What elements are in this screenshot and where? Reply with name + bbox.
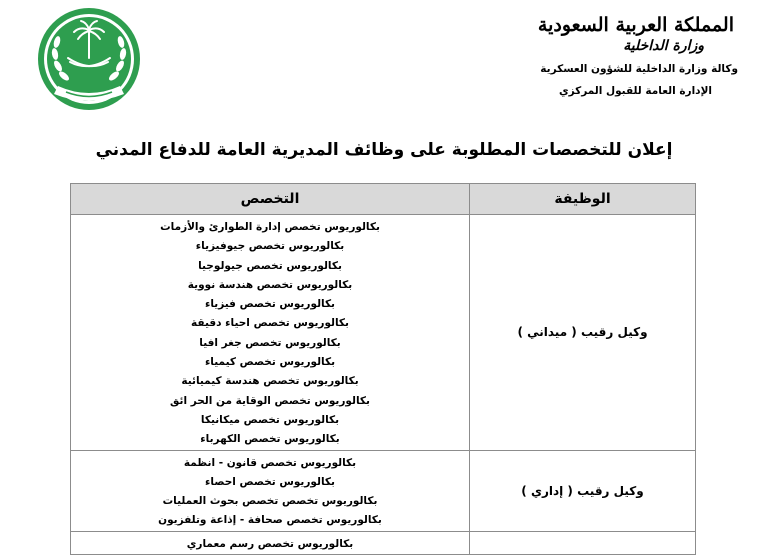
table-header-row — [71, 184, 696, 215]
page-title: إعلان للتخصصات المطلوبة على وظائف المديرية العامة للدفاع المدني — [95, 140, 673, 160]
job-column-header: الوظيفة — [470, 184, 696, 215]
specialization-item: بكالوريوس تخصص جيولوجيا — [198, 259, 342, 272]
specialization-item: بكالوريوس تخصص جغر افيا — [199, 336, 341, 349]
ministry-name: وزارة الداخلية — [623, 38, 704, 54]
table-row — [71, 450, 696, 531]
specialization-item: بكالوريوس تخصص هندسة نووية — [187, 278, 353, 291]
specialization-item: بكالوريوس تخصص فيزياء — [204, 298, 335, 311]
specialization-item: بكالوريوس تخصص رسم معماري — [186, 537, 354, 550]
specializations-cell — [71, 531, 470, 554]
specialization-item: بكالوريوس تخصص صحافة - إذاعة وتلفزيون — [158, 514, 382, 527]
table-row — [71, 531, 696, 554]
specializations-cell — [71, 215, 470, 451]
specialization-item: بكالوريوس تخصص كيمياء — [204, 356, 336, 369]
specialization-item: بكالوريوس تخصص هندسة كيميائية — [181, 375, 359, 388]
specializations-table — [70, 183, 696, 555]
directorate-name: الإدارة العامة للقبول المركزي — [558, 85, 712, 97]
letterhead — [508, 14, 738, 100]
specialization-item: بكالوريوس تخصص الوقاية من الحر ائق — [170, 394, 370, 407]
specialization-item: بكالوريوس تخصص إدارة الطوارئ والأزمات — [160, 221, 380, 233]
specialization-item: بكالوريوس تخصص ميكانيكا — [200, 413, 340, 426]
specialization-item: بكالوريوس تخصص الكهرباء — [200, 433, 340, 446]
specialization-item: بكالوريوس تخصص احصاء — [205, 475, 335, 488]
specializations-cell — [71, 450, 470, 531]
job-cell: وكيل رقيب ( إداري ) — [470, 450, 696, 531]
job-cell: وكيل رقيب ( ميداني ) — [470, 215, 696, 451]
specialization-column-header: التخصص — [71, 184, 470, 215]
specialization-item: بكالوريوس تخصص جيوفيزياء — [195, 240, 345, 253]
ministry-emblem-icon — [36, 6, 142, 112]
agency-name: وكالة وزارة الداخلية للشؤون العسكرية — [540, 63, 738, 75]
specialization-item: بكالوريوس تخصص احياء دقيقة — [191, 317, 349, 330]
specialization-item: بكالوريوس تخصص قانون - انظمة — [183, 456, 357, 469]
specialization-item: بكالوريوس تخصص تخصص بحوث العمليات — [162, 495, 378, 508]
kingdom-name: المملكة العربية السعودية — [537, 14, 734, 36]
table-row — [71, 215, 696, 451]
job-cell — [470, 531, 696, 554]
